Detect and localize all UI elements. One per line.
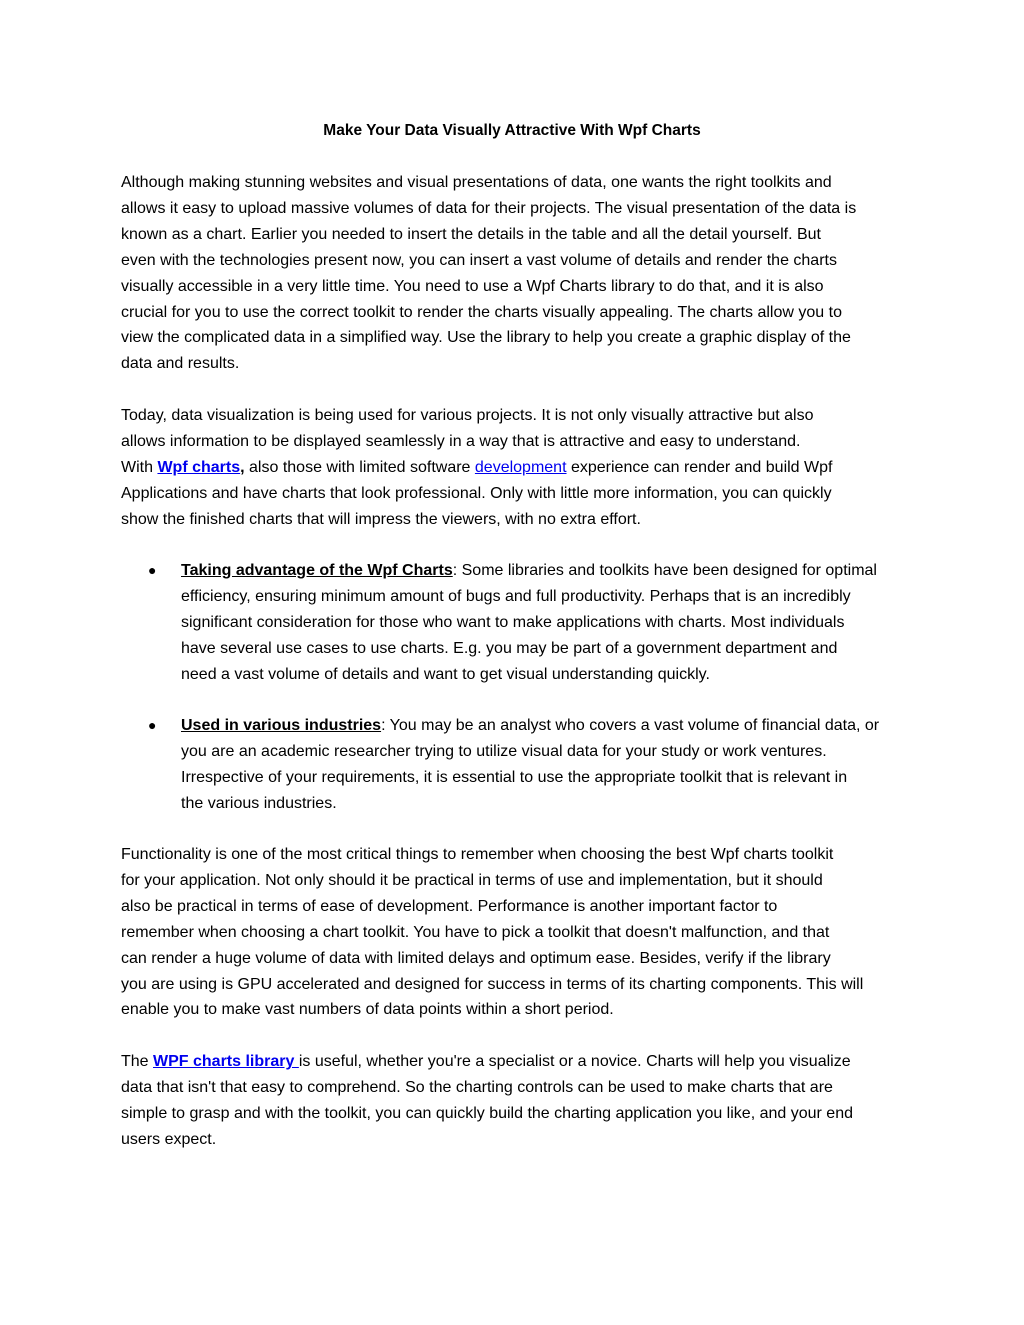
bullet-text: : You may be an analyst who covers a vast volume of financial data, or <box>381 717 880 734</box>
wpf-charts-link[interactable]: Wpf charts <box>157 458 241 476</box>
functionality-line: can render a huge volume of data with limited delays and optimum ease. Besides, verify if the library <box>121 949 831 967</box>
bullet-line: significant consideration for those who want to make applications with charts. Most individuals <box>181 613 845 631</box>
intro-line: view the complicated data in a simplified way. Use the library to help you create a graphic display of the <box>121 329 851 347</box>
intro-line: visually accessible in a very little time. You need to use a Wpf Charts library to do that, and it is also <box>121 277 824 295</box>
bullet-line: the various industries. <box>181 794 337 812</box>
document-title: Make Your Data Visually Attractive With Wpf Charts <box>323 122 701 139</box>
bullet-text: : Some libraries and toolkits have been designed for optimal <box>452 562 877 579</box>
intro-line: allows it easy to upload massive volumes of data for their projects. The visual presentation of the data is <box>121 199 857 217</box>
bullet-line: efficiency, ensuring minimum amount of bugs and full productivity. Perhaps that is an incredibly <box>181 587 851 605</box>
closing-paragraph <box>121 1049 907 1153</box>
today-paragraph <box>121 403 907 533</box>
today-line: Today, data visualization is being used for various projects. It is not only visually attractive but also <box>121 407 814 424</box>
functionality-line: for your application. Not only should it be practical in terms of use and implementation, but it should <box>121 871 823 889</box>
today-text: With <box>121 458 158 476</box>
closing-line: simple to grasp and with the toolkit, you can quickly build the charting application you like, and your end <box>121 1104 853 1122</box>
intro-line: known as a chart. Earlier you needed to insert the details in the table and all the detail yourself. But <box>121 225 821 243</box>
bullet-dot-icon: ● <box>148 562 157 578</box>
wpf-charts-library-link[interactable]: WPF charts library <box>153 1053 299 1070</box>
intro-line: even with the technologies present now, you can insert a vast volume of details and render the charts <box>121 251 837 269</box>
development-link[interactable]: development <box>474 458 567 476</box>
bullet-line: have several use cases to use charts. E.g. you may be part of a government department and <box>181 639 838 657</box>
intro-line: Although making stunning websites and visual presentations of data, one wants the right toolkits and <box>121 174 832 191</box>
intro-line: crucial for you to use the correct toolkit to render the charts visually appealing. The charts allow you to <box>121 303 842 321</box>
today-line: allows information to be displayed seamlessly in a way that is attractive and easy to understand. <box>121 432 801 450</box>
bullet-first-line <box>181 713 907 739</box>
closing-line: users expect. <box>121 1130 217 1148</box>
today-comma: , <box>240 458 245 476</box>
bullet-dot-icon: ● <box>148 717 157 733</box>
today-line: show the finished charts that will impress the viewers, with no extra effort. <box>121 510 641 528</box>
bullet-heading: Used in various industries <box>181 717 382 734</box>
intro-line: data and results. <box>121 355 240 373</box>
bullet-first-line <box>181 558 907 584</box>
functionality-line: you are using is GPU accelerated and designed for success in terms of its charting components. This will <box>121 975 864 993</box>
closing-text: The <box>121 1053 154 1070</box>
bullet-line: Irrespective of your requirements, it is essential to use the appropriate toolkit that is relevant in <box>181 768 848 786</box>
today-text: experience can render and build Wpf <box>566 458 833 476</box>
today-text: also those with limited software <box>244 458 475 476</box>
closing-line: data that isn't that easy to comprehend. So the charting controls can be used to make charts that are <box>121 1078 833 1096</box>
functionality-paragraph <box>121 842 907 1023</box>
closing-text: is useful, whether you're a specialist or a novice. Charts will help you visualize <box>298 1053 851 1070</box>
bullet-item <box>181 558 907 688</box>
bullet-line: you are an academic researcher trying to utilize visual data for your study or work ventures. <box>181 742 827 760</box>
functionality-line: remember when choosing a chart toolkit. You have to pick a toolkit that doesn't malfunction, and that <box>121 923 830 941</box>
bullet-heading: Taking advantage of the Wpf Charts <box>181 562 453 579</box>
functionality-line: Functionality is one of the most critical things to remember when choosing the best Wpf charts toolkit <box>121 846 834 863</box>
closing-line-with-link <box>121 1049 907 1075</box>
today-line-with-links <box>121 455 907 481</box>
today-line: Applications and have charts that look professional. Only with little more information, you can quickly <box>121 484 832 502</box>
bullet-item <box>181 713 907 817</box>
intro-paragraph <box>121 170 907 377</box>
bullet-line: need a vast volume of details and want to get visual understanding quickly. <box>181 665 710 683</box>
functionality-line: enable you to make vast numbers of data points within a short period. <box>121 1001 614 1019</box>
functionality-line: also be practical in terms of ease of development. Performance is another important factor to <box>121 897 778 915</box>
